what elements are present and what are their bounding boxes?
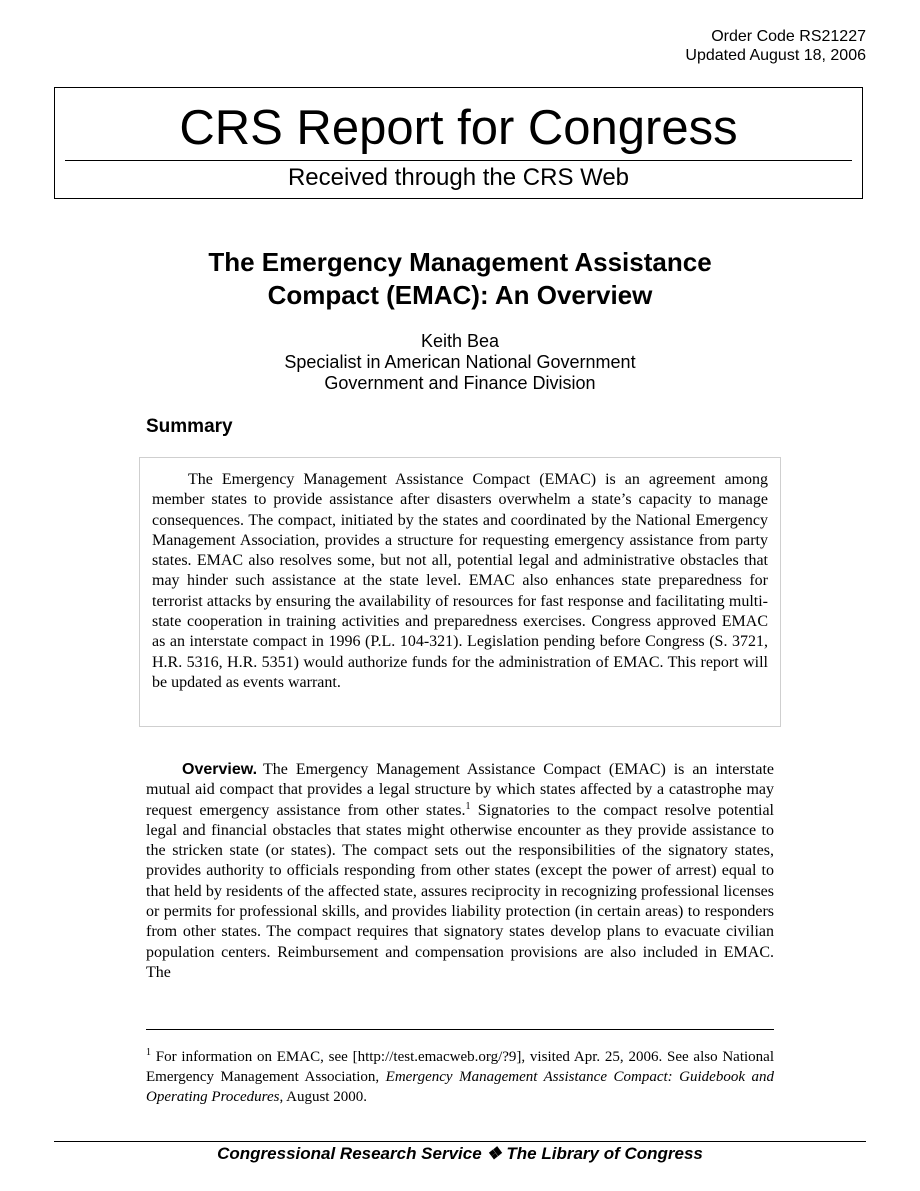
summary-heading: Summary — [146, 416, 233, 437]
banner-title: CRS Report for Congress — [179, 101, 738, 155]
footnote-divider — [146, 1029, 774, 1030]
banner-subtitle: Received through the CRS Web — [287, 164, 630, 191]
report-title-line1: The Emergency Management Assistance — [208, 247, 712, 277]
footnote-title: Emergency Management Assistance Compact: Guidebook and Operating Procedures — [146, 1069, 775, 1105]
overview-text-a: The Emergency Management Assistance Compact (EMAC) is an interstate mutual aid compact that provides a legal structure by which states affected by a catastrophe may request emergency assistance from other states. — [146, 761, 774, 819]
footnote-text-a: For information on EMAC, see [http://test.emacweb.org/?9], visited Apr. 25, 2006. See also National Emergency Management Association, — [146, 1049, 774, 1085]
summary-text: The Emergency Management Assistance Compact (EMAC) is an agreement among member states to provide assistance after disasters overwhelm a state’s capacity to manage consequences. The compact, initiated by the states and coordinated by the National Emergency Management Association, provides a structure for requesting emergency assistance from party states. EMAC also resolves some, but not all, potential legal and administrative obstacles that may hinder such assistance at the state level. EMAC also enhances state preparedness for terrorist attacks by ensuring the availability of resources for fast response and facilitating multi-state cooperation in training activities and preparedness exercises. Congress approved EMAC as an interstate compact in 1996 (P.L. 104-321). Legislation pending before Congress (S. 3721, H.R. 5316, H.R. 5351) would authorize funds for the administration of EMAC. This report will be updated as events warrant. — [152, 471, 768, 691]
author-name: Keith Bea — [420, 331, 500, 351]
report-title — [0, 246, 920, 312]
author-division: Government and Finance Division — [324, 373, 596, 393]
overview-text-b: Signatories to the compact resolve potential legal and financial obstacles that states might otherwise encounter as they provide assistance to the stricken state (or states). The compact sets out the responsibilities of the signatory states, provides authority to officials responding from other states (except the power of arrest) equal to that held by residents of the affected state, assures reciprocity in recognizing professional licenses or permits for professional skills, and provides liability protection (in certain areas) to responders from other states. The compact requires that signatory states develop plans to evacuate civilian population centers. Reimbursement and compensation provisions are also included in EMAC. The — [146, 801, 775, 981]
footer-crs: Congressional Research Service — [217, 1144, 482, 1163]
summary-box — [139, 457, 781, 727]
report-banner — [54, 87, 863, 199]
footer-loc: The Library of Congress — [506, 1144, 703, 1163]
updated-date: Updated August 18, 2006 — [685, 47, 866, 64]
page-footer — [0, 1143, 920, 1165]
footnote — [146, 1047, 774, 1107]
overview-section — [146, 760, 774, 983]
footnote-number: 1 — [146, 1047, 151, 1058]
footer-separator-icon: ❖ — [486, 1144, 502, 1163]
banner-divider — [65, 160, 852, 161]
footnote-ref: 1 — [465, 800, 471, 812]
author-position: Specialist in American National Government — [284, 352, 636, 372]
footer-divider — [54, 1141, 866, 1142]
order-info — [685, 27, 866, 65]
footnote-text-b: , August 2000. — [279, 1089, 367, 1105]
author-block — [0, 331, 920, 394]
overview-heading: Overview. — [182, 761, 258, 778]
overview-paragraph — [146, 760, 774, 983]
order-code: Order Code RS21227 — [711, 28, 866, 45]
report-title-line2: Compact (EMAC): An Overview — [267, 280, 653, 310]
